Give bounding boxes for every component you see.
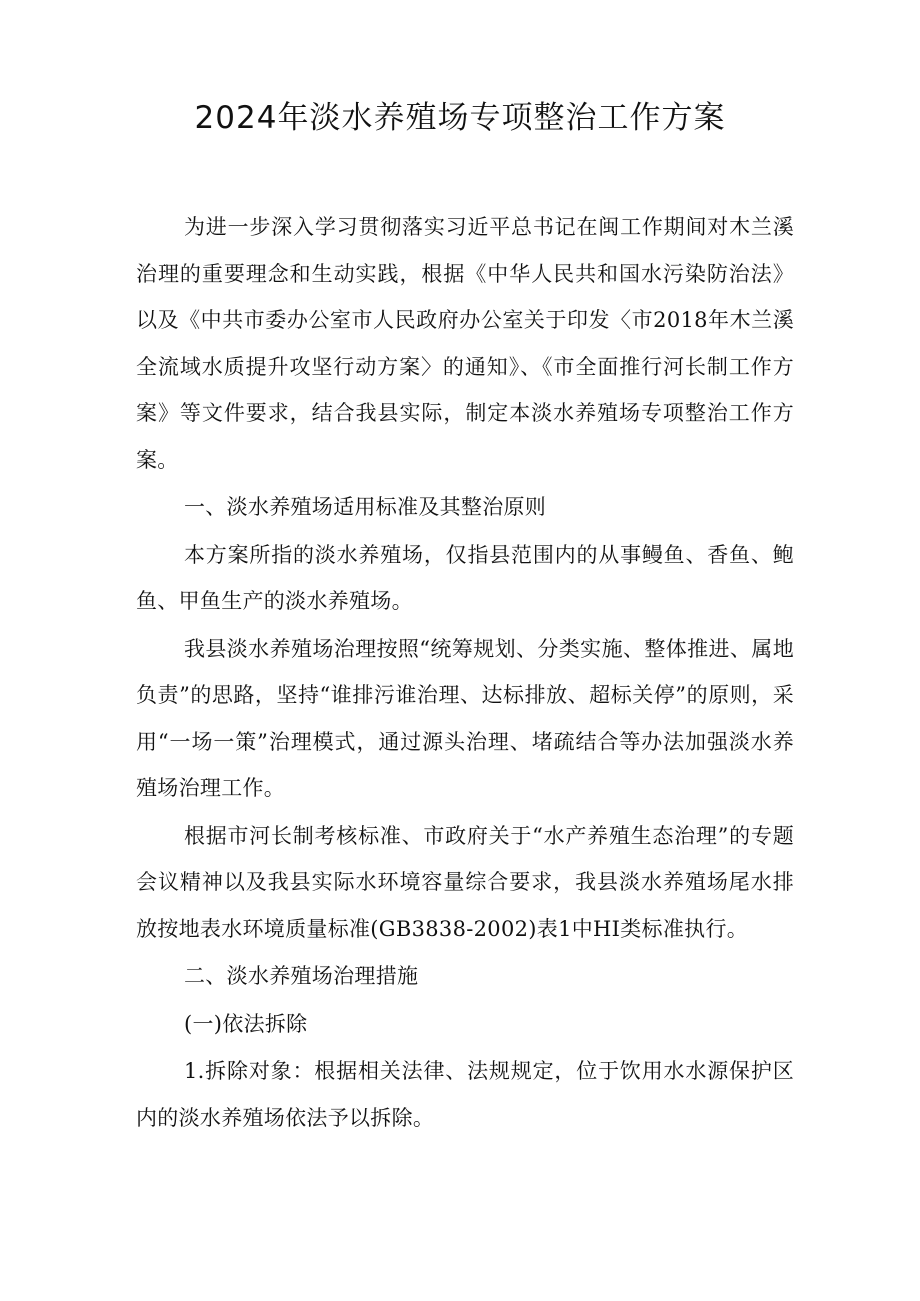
intro-paragraph: 为进一步深入学习贯彻落实习近平总书记在闽工作期间对木兰溪治理的重要理念和生动实践，根据《中华人民共和国水污染防治法》以及《中共市委办公室市人民政府办公室关于印发〈市2018年木兰溪全流域水质提升攻坚行动方案〉的通知》、《市全面推行河长制工作方案》等文件要求，结合我县实际，制定本淡水养殖场专项整治工作方案。	[136, 215, 794, 472]
principle-paragraph: 我县淡水养殖场治理按照“统筹规划、分类实施、整体推进、属地负责”的思路，坚持“谁排污谁治理、达标排放、超标关停”的原则，采用“一场一策”治理模式，通过源头治理、堵疏结合等办法加强淡水养殖场治理工作。	[136, 636, 794, 800]
document-body	[136, 204, 794, 1141]
document-title: 2024年淡水养殖场专项整治工作方案	[194, 100, 726, 136]
section-heading-1: 一、淡水养殖场适用标准及其整治原则	[184, 495, 547, 519]
scope-paragraph: 本方案所指的淡水养殖场，仅指县范围内的从事鳗鱼、香鱼、鲍鱼、甲鱼生产的淡水养殖场。	[136, 542, 794, 613]
standard-paragraph: 根据市河长制考核标准、市政府关于“水产养殖生态治理”的专题会议精神以及我县实际水环境容量综合要求，我县淡水养殖场尾水排放按地表水环境质量标准(GB3838-2002)表1中HI类标准执行。	[136, 823, 794, 941]
section-heading-2: 二、淡水养殖场治理措施	[184, 964, 419, 988]
subsection-heading-1: (一)依法拆除	[184, 1011, 308, 1036]
demolition-target-paragraph: 1.拆除对象：根据相关法律、法规规定，位于饮用水水源保护区内的淡水养殖场依法予以拆除。	[136, 1059, 794, 1130]
